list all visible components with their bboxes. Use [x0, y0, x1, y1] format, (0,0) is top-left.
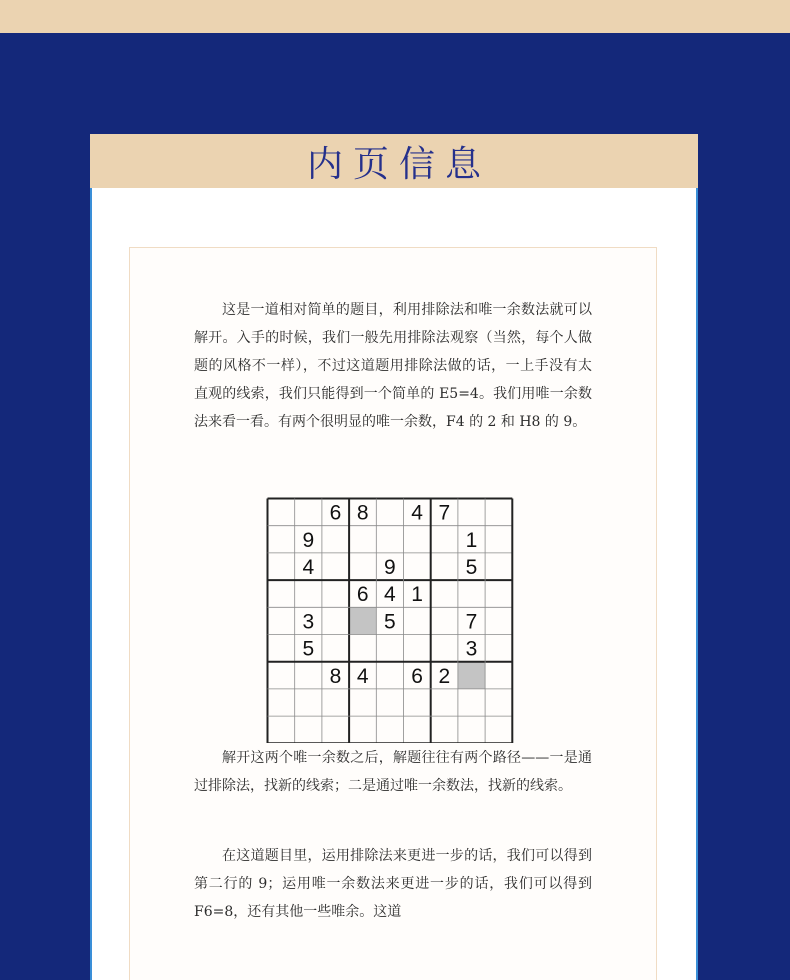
- sudoku-cell-digit: 4: [302, 556, 315, 579]
- sudoku-grid: [266, 497, 514, 743]
- sudoku-cell-digit: 6: [329, 501, 342, 525]
- sudoku-cell-digit: 6: [356, 583, 369, 607]
- sudoku-cell-digit: 7: [465, 610, 478, 634]
- paragraph-1: 这是一道相对简单的题目，利用排除法和唯一余数法就可以解开。入手的时候，我们一般先用排除法观察（当然，每个人做题的风格不一样），不过这道题用排除法做的话，一上手没有太直观的线索，我们只能得到一个简单的 E5=4。我们用唯一余数法来看一看。有两个很明显的唯一余数，F4 的 2 和 H8 的 9。: [194, 302, 592, 430]
- highlighted-cell-1: [349, 607, 376, 634]
- paragraph-2: 解开这两个唯一余数之后，解题往往有两个路径——一是通过排除法，找新的线索；二是通过唯一余数法，找新的线索。: [194, 750, 592, 794]
- sudoku-cell-digit: 4: [356, 664, 369, 688]
- top-banner-strip: [0, 0, 790, 33]
- sudoku-cell-digit: 8: [356, 501, 369, 525]
- section-title: 内页信息: [306, 143, 491, 185]
- book-page: [129, 247, 657, 980]
- sudoku-cell-digit: 5: [465, 556, 478, 579]
- sudoku-cell-digit: 2: [438, 664, 451, 688]
- sudoku-cell-digit: 4: [411, 501, 423, 525]
- highlighted-cell-2: [458, 662, 485, 689]
- sudoku-cell-digit: 5: [302, 637, 315, 661]
- sudoku-cell-digit: 1: [411, 583, 423, 607]
- sudoku-cell-digit: 4: [384, 583, 396, 607]
- sudoku-cell-digit: 9: [384, 556, 396, 579]
- sudoku-cell-digit: 7: [438, 501, 451, 525]
- sudoku-cell-digit: 8: [329, 664, 342, 688]
- paragraph-3: 在这道题目里，运用排除法来更进一步的话，我们可以得到第二行的 9；运用唯一余数法来更进一步的话，我们可以得到 F6=8，还有其他一些唯余。这道: [194, 848, 592, 920]
- sudoku-cell-digit: 3: [302, 610, 315, 634]
- section-header: [90, 134, 698, 188]
- sudoku-cell-digit: 5: [384, 610, 396, 634]
- sudoku-cell-digit: 6: [411, 664, 423, 688]
- sudoku-cell-digit: 3: [465, 637, 478, 661]
- sudoku-cell-digit: 1: [465, 528, 478, 552]
- sudoku-cell-digit: 9: [302, 528, 315, 552]
